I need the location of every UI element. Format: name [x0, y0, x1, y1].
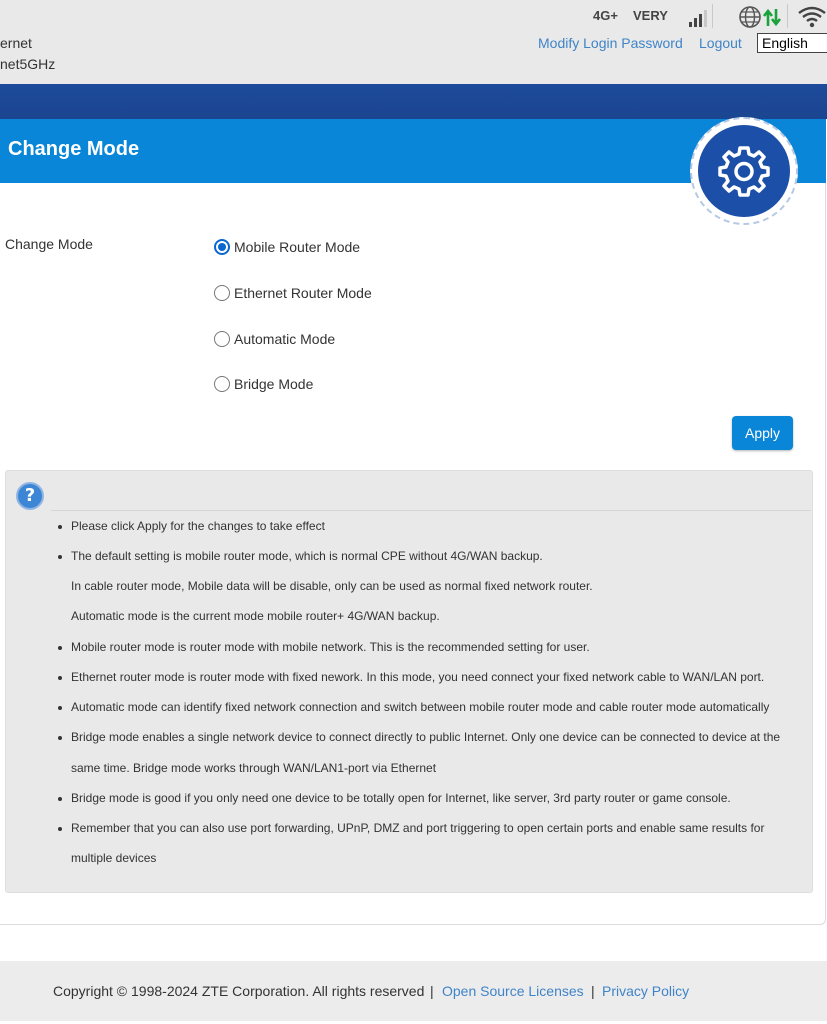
footer-separator: |	[591, 983, 595, 999]
gear-icon	[718, 145, 770, 197]
help-tip: Mobile router mode is router mode with mobile network. This is the recommended setting for user.	[71, 640, 590, 654]
logout-link[interactable]: Logout	[699, 35, 742, 51]
copyright-text: Copyright © 1998-2024 ZTE Corporation. All rights reserved	[53, 983, 425, 999]
nav-bar	[0, 84, 827, 119]
radio-bridge-mode[interactable]	[214, 373, 313, 395]
help-tip: Automatic mode is the current mode mobile router+ 4G/WAN backup.	[71, 609, 440, 623]
footer	[0, 961, 827, 1021]
radio-automatic-mode[interactable]	[214, 328, 335, 350]
change-mode-panel	[0, 119, 826, 925]
privacy-policy-link[interactable]: Privacy Policy	[602, 983, 690, 999]
page-title: Change Mode	[8, 138, 140, 160]
open-source-licenses-link[interactable]: Open Source Licenses	[442, 983, 584, 999]
change-mode-label: Change Mode	[5, 236, 93, 252]
help-tip: multiple devices	[71, 851, 157, 865]
radio-button[interactable]	[214, 285, 230, 301]
radio-button[interactable]	[214, 239, 230, 255]
modify-login-password-link[interactable]: Modify Login Password	[538, 35, 683, 51]
ssid-name: ernet	[0, 35, 32, 51]
globe-icon	[738, 5, 762, 29]
radio-button[interactable]	[214, 331, 230, 347]
help-tip: The default setting is mobile router mode, which is normal CPE without 4G/WAN backup.	[71, 549, 543, 563]
language-select[interactable]: English	[757, 33, 827, 53]
help-tip: Remember that you can also use port forwarding, UPnP, DMZ and port triggering to open certain ports and enable same results for	[71, 821, 765, 835]
help-tip: Bridge mode enables a single network device to connect directly to public Internet. Only one device can be connected to device at the	[71, 730, 781, 744]
data-transfer-icon	[762, 6, 782, 28]
signal-quality: VERY	[633, 8, 668, 23]
signal-bars-icon	[688, 8, 708, 28]
apply-button[interactable]: Apply	[732, 416, 793, 450]
help-divider	[51, 510, 811, 511]
help-tip: Bridge mode is good if you only need one device to be totally open for Internet, like server, 3rd party router or game console.	[71, 791, 731, 805]
radio-label: Mobile Router Mode	[234, 239, 361, 255]
radio-label: Bridge Mode	[234, 376, 314, 392]
radio-ethernet-router-mode[interactable]	[214, 282, 372, 304]
footer-separator: |	[430, 983, 434, 999]
radio-label: Ethernet Router Mode	[234, 285, 372, 301]
help-tip: In cable router mode, Mobile data will be disable, only can be used as normal fixed network router.	[71, 579, 593, 593]
network-type: 4G+	[593, 8, 618, 23]
help-tip: Ethernet router mode is router mode with fixed nework. In this mode, you need connect your fixed network cable to WAN/LAN port.	[71, 670, 765, 684]
question-icon: ?	[16, 482, 44, 510]
help-tip: Automatic mode can identify fixed network connection and switch between mobile router mode and cable router mode automatically	[71, 700, 770, 714]
radio-label: Automatic Mode	[234, 331, 336, 347]
header-divider	[787, 4, 788, 28]
radio-button[interactable]	[214, 376, 230, 392]
radio-mobile-router-mode[interactable]	[214, 236, 360, 258]
help-tip: same time. Bridge mode works through WAN/LAN1-port via Ethernet	[71, 761, 437, 775]
gear-badge	[690, 117, 798, 225]
wifi-icon	[797, 4, 827, 30]
header-divider	[712, 4, 713, 28]
help-box	[5, 470, 813, 893]
top-header	[0, 0, 827, 84]
ssid-5ghz-name: net5GHz	[0, 56, 56, 72]
help-tip: Please click Apply for the changes to take effect	[71, 519, 325, 533]
